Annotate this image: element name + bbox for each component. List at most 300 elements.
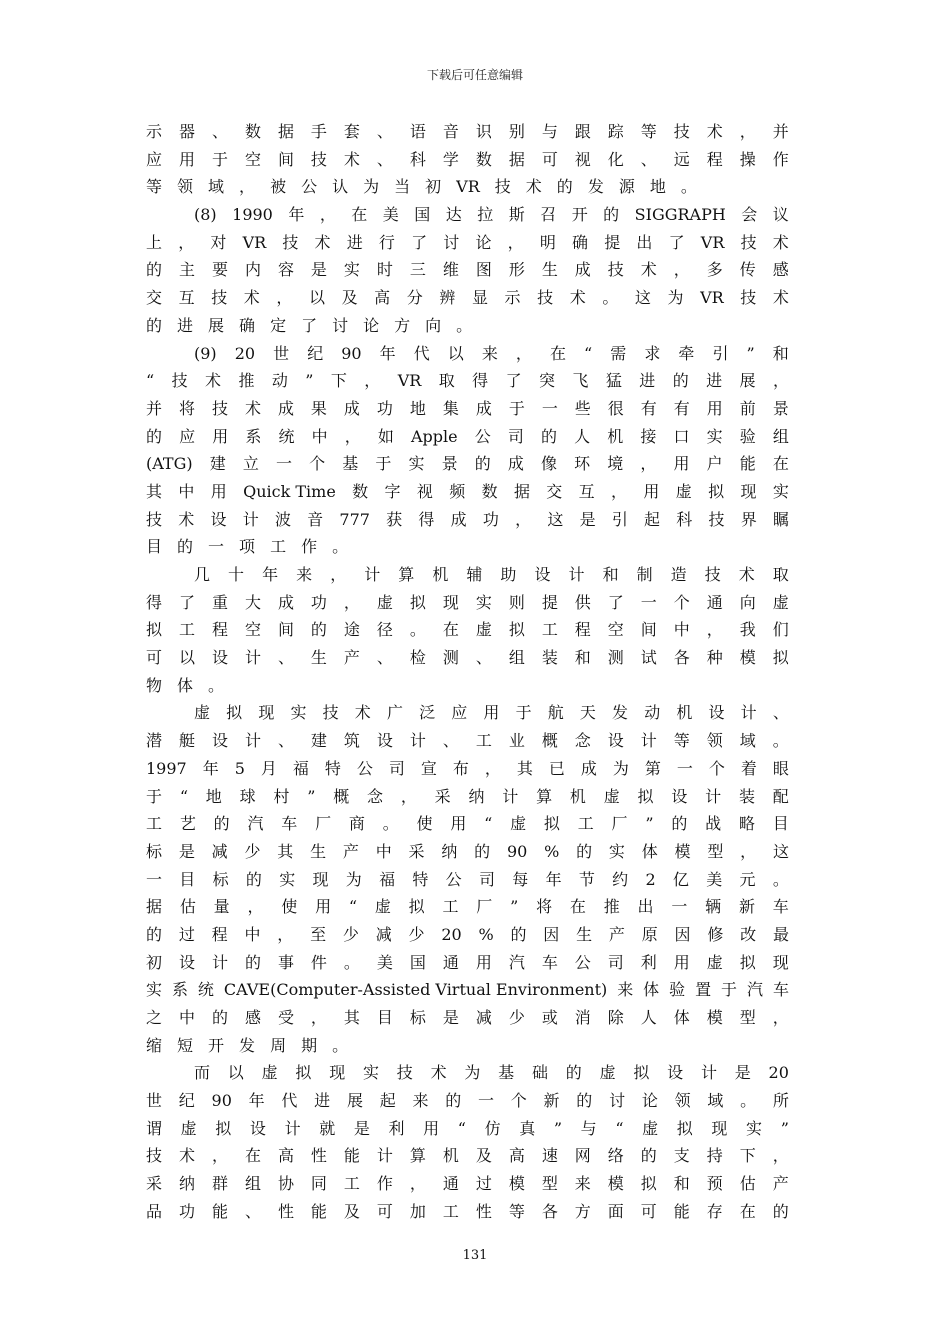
text-token: 型 (707, 841, 724, 861)
text-token: 网 (574, 1146, 591, 1166)
text-token: ， (277, 924, 294, 944)
text-token: 目 (146, 537, 163, 557)
text-token: 果 (310, 398, 327, 418)
text-token: 车 (541, 952, 558, 972)
text-line (146, 395, 789, 423)
text-token: 艇 (178, 731, 195, 751)
text-token: 识 (475, 122, 492, 141)
text-token: 现 (329, 1063, 346, 1083)
text-token: 术 (343, 149, 360, 169)
text-token: 一 (676, 758, 693, 778)
text-token: 户 (706, 454, 723, 474)
text-token: 的 (244, 952, 261, 972)
text-token: 、 (277, 648, 294, 668)
text-token: 现 (442, 592, 459, 612)
text-token: 技 (310, 149, 327, 169)
text-token: 司 (478, 869, 495, 889)
text-token: ” (305, 371, 314, 391)
text-token: 套 (343, 122, 360, 141)
text-token: 字 (384, 481, 401, 501)
text-token: 体 (643, 980, 660, 1000)
text-line (146, 1170, 789, 1198)
text-token: 宣 (420, 758, 437, 778)
text-token: 出 (637, 897, 654, 917)
text-token: 777 (339, 509, 370, 529)
text-token: 展 (739, 371, 756, 391)
text-token: 了 (505, 371, 522, 391)
text-token: 实 (279, 869, 296, 889)
text-token: 现 (772, 952, 789, 972)
text-token: 测 (607, 648, 624, 668)
text-token: 展 (346, 1091, 363, 1111)
text-token: 用 (483, 703, 500, 723)
text-token: 之 (146, 1008, 163, 1027)
text-token: 估 (739, 1174, 756, 1194)
text-token: 因 (543, 924, 560, 944)
text-token: 接 (640, 426, 657, 446)
text-token: 、 (475, 648, 492, 668)
text-line (146, 921, 789, 949)
text-token: 模 (674, 841, 691, 861)
text-token: 成 (450, 509, 467, 529)
text-token: ” (510, 897, 519, 917)
text-token: 集 (442, 398, 459, 418)
text-line (146, 838, 789, 866)
text-token: 的 (576, 1091, 593, 1111)
text-token: 估 (179, 897, 196, 917)
text-token: 交 (546, 481, 563, 501)
text-token: 检 (409, 648, 426, 668)
text-token: 装 (738, 786, 755, 806)
text-token: 技 (494, 177, 511, 197)
text-token: 瞩 (772, 509, 789, 529)
text-line (146, 1198, 789, 1226)
text-token: 程 (574, 620, 591, 640)
text-token: 初 (146, 952, 163, 972)
text-token: 模 (607, 1174, 624, 1194)
text-token: 中 (311, 426, 328, 446)
text-token: ， (276, 288, 293, 308)
text-token: % (544, 841, 560, 861)
text-token: ， (772, 1008, 789, 1027)
text-token: 域 (707, 1091, 724, 1111)
text-token: 。 (680, 177, 697, 197)
text-token: 、 (640, 149, 657, 169)
text-token: 厂 (315, 814, 332, 834)
text-token: ， (247, 897, 264, 917)
text-token: 标 (409, 1008, 426, 1027)
text-token: 讨 (443, 232, 460, 252)
text-token: 术 (525, 177, 542, 197)
text-line (146, 1059, 789, 1087)
text-token: 景 (772, 398, 789, 418)
text-token: 于 (375, 454, 392, 474)
text-token: 以 (447, 343, 464, 363)
text-token: 约 (612, 869, 629, 889)
text-token: 一 (541, 398, 558, 418)
text-token: 立 (242, 454, 259, 474)
text-token: 司 (388, 758, 405, 778)
text-token: 实 (146, 980, 163, 1000)
text-token: 将 (536, 897, 553, 917)
text-token: 群 (211, 1174, 228, 1194)
text-token: 其 (516, 758, 533, 778)
text-token: 实 (475, 592, 492, 612)
text-token: 在 (244, 1146, 261, 1166)
text-token: 等 (508, 1201, 525, 1221)
text-token: 高 (508, 1146, 525, 1166)
text-token: 大 (244, 592, 261, 612)
text-token: 用 (315, 897, 332, 917)
text-token: 些 (574, 398, 591, 418)
text-token: ， (673, 260, 690, 280)
text-token: 容 (277, 260, 294, 280)
text-token: 的 (146, 315, 163, 335)
text-token: 技 (146, 509, 163, 529)
text-token: 20 (768, 1063, 789, 1083)
text-token: 拟 (633, 1063, 650, 1083)
text-token: 每 (512, 869, 529, 889)
text-token: 或 (541, 1008, 558, 1027)
text-token: 是 (178, 841, 195, 861)
text-token: 虚 (261, 1063, 278, 1083)
text-token: 其 (146, 481, 163, 501)
text-token: 的 (211, 1008, 228, 1027)
text-token: 个 (309, 454, 326, 474)
text-line (146, 256, 789, 284)
text-token: 一 (275, 454, 292, 474)
text-token: 成 (277, 592, 294, 612)
text-line (146, 1004, 789, 1032)
text-token: 原 (641, 924, 658, 944)
text-token: 、 (376, 648, 393, 668)
text-token: 汽 (508, 952, 525, 972)
text-token: 进 (639, 371, 656, 391)
text-token: 能 (739, 454, 756, 474)
text-token: 拟 (215, 1118, 232, 1138)
text-token: 猛 (605, 371, 622, 391)
text-token: 功 (376, 398, 393, 418)
text-token: 设 (249, 1118, 266, 1138)
text-token: 三 (409, 260, 426, 280)
text-token: 技 (322, 703, 339, 723)
text-token: 助 (500, 565, 517, 584)
text-token: 是 (353, 1118, 370, 1138)
text-token: ， (772, 1146, 789, 1166)
text-token: 用 (673, 952, 690, 972)
text-token: 动 (271, 371, 288, 391)
text-token: 用 (450, 814, 467, 834)
text-token: 作 (301, 537, 318, 557)
text-token: 实 (408, 454, 425, 474)
text-token: 。 (343, 952, 360, 972)
text-token: 技 (211, 398, 228, 418)
text-token: 产 (343, 648, 360, 668)
text-token: 通 (442, 1174, 459, 1194)
text-token: 消 (574, 1008, 591, 1027)
text-token: 一 (640, 592, 657, 612)
text-token: 术 (772, 288, 789, 308)
text-token: 。 (456, 315, 473, 335)
text-token: 时 (376, 260, 393, 280)
text-token: 测 (442, 648, 459, 668)
text-token: 虚 (475, 620, 492, 640)
text-token: ” (780, 1118, 789, 1138)
text-token: 天 (579, 703, 596, 723)
text-token: 发 (239, 1035, 256, 1055)
text-token: 基 (498, 1063, 515, 1083)
text-token: 少 (408, 924, 425, 944)
text-token: 工 (541, 620, 558, 640)
text-token: 技 (740, 288, 757, 308)
text-token: 车 (772, 980, 789, 1000)
text-token: 有 (640, 398, 657, 418)
text-line (146, 866, 789, 894)
text-token: 的 (510, 924, 527, 944)
text-token: 提 (604, 232, 621, 252)
text-token: 产 (342, 841, 359, 861)
text-token: 行 (378, 232, 395, 252)
text-line (146, 118, 789, 146)
text-token: 特 (324, 758, 341, 778)
text-token: 福 (292, 758, 309, 778)
text-token: 模 (508, 1174, 525, 1194)
text-token: 和 (673, 1174, 690, 1194)
text-token: 广 (386, 703, 403, 723)
text-token: 很 (607, 398, 624, 418)
text-token: 进 (346, 232, 363, 252)
text-token: 虚 (510, 814, 527, 834)
text-token: 术 (569, 288, 586, 308)
text-token: 纪 (307, 343, 324, 363)
text-line (146, 478, 789, 506)
text-token: 主 (178, 260, 195, 280)
text-token: 计 (409, 731, 426, 751)
text-token: 拟 (739, 952, 756, 972)
text-token: 数 (244, 122, 261, 141)
text-token: 世 (273, 343, 290, 363)
text-token: 拉 (477, 205, 494, 225)
text-token: 内 (244, 260, 261, 280)
text-token: ， (178, 232, 195, 252)
text-token: 界 (740, 509, 757, 529)
text-token: 于 (146, 786, 163, 806)
text-token: 分 (406, 288, 423, 308)
text-token: 因 (674, 924, 691, 944)
text-token: 工 (442, 897, 459, 917)
text-token: 确 (239, 315, 256, 335)
text-token: 形 (508, 260, 525, 280)
text-token: 跟 (574, 122, 591, 141)
text-token: 纳 (178, 1174, 195, 1194)
text-token: 向 (425, 315, 442, 335)
text-token: 少 (508, 1008, 525, 1027)
text-token: 领 (177, 177, 194, 197)
text-token: 真 (519, 1118, 536, 1138)
text-token: 成 (277, 398, 294, 418)
text-token: 领 (674, 1091, 691, 1111)
text-token: 验 (739, 426, 756, 446)
text-token: 体 (641, 841, 658, 861)
text-token: 这 (547, 509, 564, 529)
text-token: 用 (212, 426, 229, 446)
text-token: 技 (708, 509, 725, 529)
text-token: 现 (740, 481, 757, 501)
text-token: 得 (418, 509, 435, 529)
text-token: 了 (178, 592, 195, 612)
text-token: “ (348, 897, 358, 917)
text-token: 中 (244, 924, 261, 944)
text-token: 用 (423, 1118, 440, 1138)
text-token: 所 (772, 1091, 789, 1111)
text-line (146, 340, 789, 368)
text-token: 的 (640, 1146, 657, 1166)
text-token: 提 (541, 592, 558, 612)
text-token: 虚 (374, 897, 391, 917)
text-token: 方 (574, 1201, 591, 1221)
text-token: 下 (330, 371, 347, 391)
text-token: 数 (352, 481, 369, 501)
text-token: 成 (574, 260, 591, 280)
text-token: 感 (772, 260, 789, 280)
text-token: 能 (310, 1201, 327, 1221)
text-token: 拟 (508, 620, 525, 640)
text-token: 车 (281, 814, 298, 834)
text-token: 取 (772, 565, 789, 584)
text-token: 概 (541, 731, 558, 751)
text-token: 达 (445, 205, 462, 225)
text-token: CAVE(Computer-Assisted Virtual Environment) (223, 980, 608, 1000)
text-token: 的 (310, 620, 327, 640)
text-token: 论 (475, 232, 492, 252)
text-token: 司 (507, 426, 524, 446)
text-token: 、 (442, 731, 459, 751)
text-line (146, 976, 789, 1004)
text-token: 计 (705, 786, 722, 806)
text-token: 技 (146, 1146, 163, 1166)
text-token: 器 (178, 122, 195, 141)
text-token: 略 (738, 814, 755, 834)
text-token: 使 (281, 897, 298, 917)
text-token: 的 (576, 841, 593, 861)
text-token: 虚 (194, 703, 211, 723)
text-token: 而 (194, 1063, 211, 1083)
text-token: 以 (308, 288, 325, 308)
text-token: 为 (667, 288, 684, 308)
text-token: 示 (504, 288, 521, 308)
text-token: 基 (342, 454, 359, 474)
text-token: 于 (721, 980, 738, 1000)
text-token: 工 (178, 620, 195, 640)
text-line (146, 1142, 789, 1170)
text-token: 间 (640, 620, 657, 640)
text-token: 算 (398, 565, 415, 584)
text-token: 拟 (543, 814, 560, 834)
text-token: 受 (277, 1008, 294, 1027)
text-token: 虚 (603, 786, 620, 806)
text-token: 被 (270, 177, 287, 197)
text-token: (8) (194, 205, 217, 225)
text-token: 设 (211, 731, 228, 751)
text-token: 实 (772, 481, 789, 501)
text-token: 代 (413, 343, 430, 363)
text-token: 机 (569, 786, 586, 806)
text-token: 公 (356, 758, 373, 778)
text-token: 实 (290, 703, 307, 723)
text-token: 牵 (678, 343, 695, 363)
text-token: 当 (394, 177, 411, 197)
text-token: 并 (772, 122, 789, 141)
text-token: 科 (676, 509, 693, 529)
text-token: 体 (177, 675, 194, 695)
text-token: 起 (644, 509, 661, 529)
text-token: 战 (705, 814, 722, 834)
text-token: 工 (146, 814, 163, 834)
text-token: 初 (425, 177, 442, 197)
text-token: 为 (363, 177, 380, 197)
text-token: 着 (740, 758, 757, 778)
text-token: 等 (640, 122, 657, 141)
text-token: 术 (314, 232, 331, 252)
text-token: 用 (475, 952, 492, 972)
text-token: ， (310, 1008, 327, 1027)
page-number: 131 (462, 1248, 488, 1263)
text-line (146, 1087, 789, 1115)
text-line (146, 949, 789, 977)
text-token: 美 (376, 952, 393, 972)
text-token: 实 (362, 1063, 379, 1083)
text-token: 在 (772, 454, 789, 474)
text-token: 算 (409, 1146, 426, 1166)
text-token: 像 (540, 454, 557, 474)
text-token: 和 (772, 343, 789, 363)
text-token: 品 (146, 1201, 163, 1221)
text-token: 及 (343, 1201, 360, 1221)
text-token: VR (700, 288, 724, 308)
text-token: 讨 (609, 1091, 626, 1111)
text-token: ， (344, 426, 361, 446)
text-token: 。 (208, 675, 225, 695)
text-token: 是 (734, 1063, 751, 1083)
text-line (146, 755, 789, 783)
text-token: “ (179, 786, 188, 806)
text-token: 代 (281, 1091, 298, 1111)
text-token: ” (645, 814, 654, 834)
text-token: ， (484, 758, 501, 778)
text-token: 的 (445, 1091, 462, 1111)
text-token: 作 (376, 1174, 393, 1194)
text-token: 语 (409, 122, 426, 141)
text-token: (ATG) (146, 454, 193, 474)
text-token: 型 (739, 1008, 756, 1027)
text-token: 汽 (247, 814, 264, 834)
body-text (146, 118, 789, 1226)
text-token: 用 (210, 481, 227, 501)
text-token: 美 (706, 869, 723, 889)
text-token: 于 (508, 398, 525, 418)
text-token: 能 (343, 1146, 360, 1166)
text-token: 新 (738, 897, 755, 917)
text-token: ， (409, 1174, 426, 1194)
text-token: ” (307, 786, 316, 806)
text-token: 在 (549, 343, 566, 363)
text-token: 、 (376, 122, 393, 141)
text-token: 车 (772, 897, 789, 917)
text-token: 重 (211, 592, 228, 612)
text-token: 一 (671, 897, 688, 917)
text-token: 泛 (419, 703, 436, 723)
text-token: 组 (772, 426, 789, 446)
